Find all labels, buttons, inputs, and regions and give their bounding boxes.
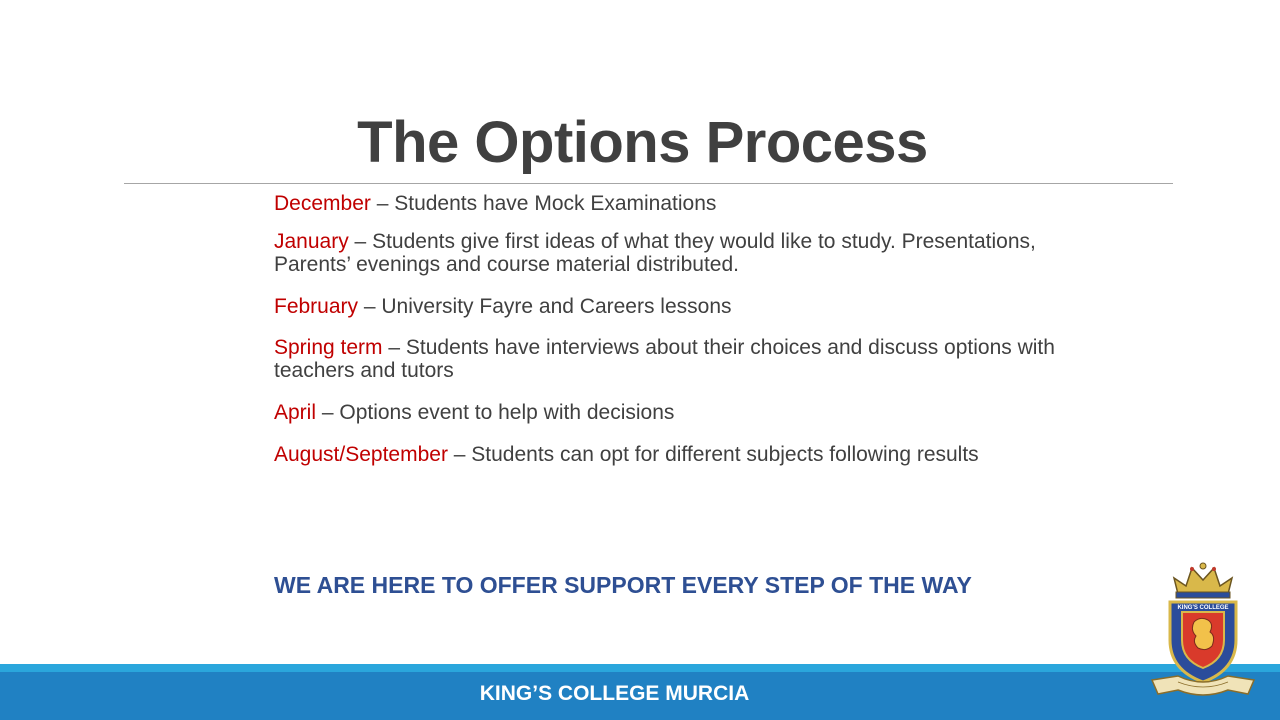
- timeline-item-spring-term: [274, 336, 1074, 382]
- timeline-month: August/September: [274, 443, 448, 466]
- timeline-text: – Options event to help with decisions: [316, 401, 675, 424]
- timeline-month: January: [274, 230, 349, 253]
- svg-text:KING'S COLLEGE: KING'S COLLEGE: [1177, 605, 1229, 611]
- timeline-item-january: [274, 230, 1074, 276]
- timeline-item-august-september: [274, 443, 1074, 466]
- timeline-text: – Students can opt for different subjects following results: [447, 443, 979, 466]
- timeline-month: February: [274, 295, 359, 318]
- timeline-item-december: [274, 192, 1074, 215]
- support-tagline: WE ARE HERE TO OFFER SUPPORT EVERY STEP OF THE WAY: [274, 572, 972, 598]
- school-crest-logo: [1148, 560, 1258, 700]
- timeline-text: – Students have Mock Examinations: [370, 192, 717, 215]
- timeline-text: – University Fayre and Careers lessons: [358, 295, 732, 318]
- timeline-text: – Students give first ideas of what they would like to study. Presentations, Parents’ evenings and course material distributed.: [274, 230, 1036, 276]
- crown-icon: [1174, 563, 1232, 598]
- footer-band-accent: [0, 664, 1280, 672]
- title-divider: [124, 183, 1173, 184]
- timeline-month: Spring term: [274, 336, 383, 359]
- timeline-item-february: [274, 295, 1074, 318]
- timeline-item-april: [274, 401, 1074, 424]
- footer-school-name: KING’S COLLEGE MURCIA: [479, 682, 750, 705]
- timeline-text: – Students have interviews about their choices and discuss options with teachers and tutors: [274, 336, 1055, 382]
- timeline-month: December: [274, 192, 371, 215]
- timeline-list: [274, 192, 1074, 466]
- timeline-month: April: [274, 401, 317, 424]
- slide-title: The Options Process: [357, 110, 928, 175]
